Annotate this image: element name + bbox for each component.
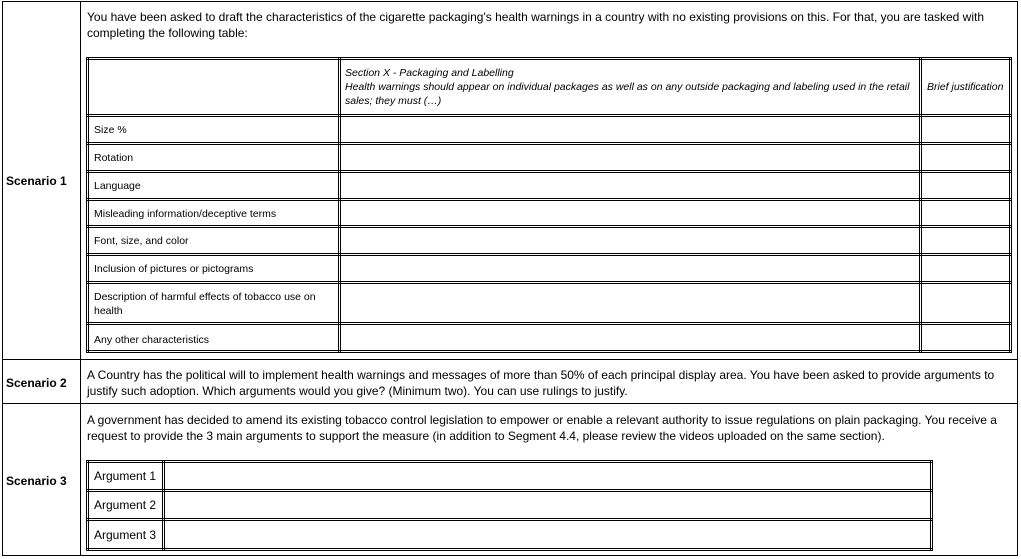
outer-bottom-border xyxy=(2,555,1018,556)
row-label-harmful-effects: Description of harmful effects of tobacco use on health xyxy=(94,291,316,317)
section-header-description: Health warnings should appear on individual packages as well as on any outside packaging and labeling used in the retail sales; they must (…) xyxy=(345,81,910,107)
row-label-rotation: Rotation xyxy=(94,152,134,164)
table-row-divider xyxy=(86,142,1012,145)
arguments-table-right xyxy=(930,460,933,551)
scenario-3-label: Scenario 3 xyxy=(6,474,67,488)
table-bottom-border xyxy=(86,350,1012,353)
scenario-2-text: A Country has the political will to implement health warnings and messages of more than 50% of each principal display area. You have been asked to provide arguments to justify such adoption. Which arguments would you give? (Minimum two). You can use rulings to justify. xyxy=(87,368,995,398)
row-label-font: Font, size, and color xyxy=(94,235,189,247)
scenario-2-label: Scenario 2 xyxy=(6,376,67,390)
outer-left-border xyxy=(2,1,3,556)
arguments-table-col-divider xyxy=(162,460,165,551)
row-label-pictures: Inclusion of pictures or pictograms xyxy=(94,263,254,275)
scenario-divider-1 xyxy=(2,359,1018,360)
scenario-1-table xyxy=(86,57,1013,353)
scenario-1-label: Scenario 1 xyxy=(6,174,67,188)
row-label-language: Language xyxy=(94,180,141,192)
section-header-title: Section X - Packaging and Labelling xyxy=(345,67,514,79)
outer-right-border xyxy=(1017,1,1018,556)
table-row-divider xyxy=(86,322,1012,325)
row-label-other: Any other characteristics xyxy=(94,334,209,346)
table-row-divider xyxy=(86,198,1012,201)
argument-2-label: Argument 2 xyxy=(94,498,157,512)
table-row-divider xyxy=(86,170,1012,173)
table-left-border xyxy=(86,57,89,353)
table-top-border xyxy=(86,57,1012,60)
row-label-misleading: Misleading information/deceptive terms xyxy=(94,208,277,220)
scenario-3-text: A government has decided to amend its existing tobacco control legislation to empower or enable a relevant authority to issue regulations on plain packaging. You receive a request to provide the 3 main arguments to support the measure (in addition to Segment 4.4, please review the videos uploaded on the same section). xyxy=(87,413,997,443)
outer-top-border xyxy=(2,1,1018,2)
label-column-divider xyxy=(80,1,81,556)
scenario-1-intro: You have been asked to draft the characteristics of the cigarette packaging's health warnings in a country with no existing provisions on this. For that, you are tasked with completing the following table: xyxy=(87,10,985,40)
arguments-table xyxy=(86,460,934,551)
row-label-size: Size % xyxy=(94,124,127,136)
arguments-table-left xyxy=(86,460,89,551)
argument-1-label: Argument 1 xyxy=(94,469,157,483)
arguments-table-top xyxy=(86,460,933,463)
table-col-divider-2 xyxy=(919,57,922,353)
table-row-divider xyxy=(86,253,1012,256)
table-col-divider-1 xyxy=(338,57,341,353)
table-row-divider xyxy=(86,114,1012,117)
table-right-border xyxy=(1009,57,1012,353)
justification-header: Brief justification xyxy=(927,81,1004,93)
arguments-table-bottom xyxy=(86,548,933,551)
argument-3-label: Argument 3 xyxy=(94,528,157,542)
arguments-table-row-divider xyxy=(86,489,933,492)
scenario-divider-2 xyxy=(2,403,1018,404)
arguments-table-row-divider xyxy=(86,518,933,521)
table-row-divider xyxy=(86,225,1012,228)
table-row-divider xyxy=(86,281,1012,284)
